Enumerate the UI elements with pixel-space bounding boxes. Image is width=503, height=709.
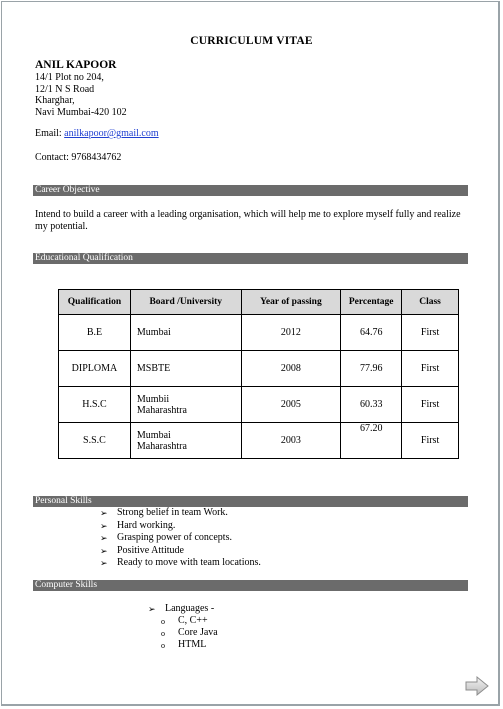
email-line <box>35 128 159 139</box>
year-cell: 2008 <box>241 351 341 387</box>
list-item <box>100 520 261 533</box>
computer-skills-list <box>148 603 214 615</box>
list-item <box>100 532 261 545</box>
table-row <box>59 387 459 423</box>
address-block <box>35 72 127 118</box>
board-cell <box>130 387 241 423</box>
board-line: Maharashtra <box>136 440 187 452</box>
class-cell: First <box>402 351 459 387</box>
year-cell: 2005 <box>241 387 341 423</box>
class-cell: First <box>402 387 459 423</box>
board-line: Mumbai <box>136 429 171 441</box>
section-header-education: Educational Qualification <box>33 253 468 264</box>
email-label: Email: <box>35 128 65 139</box>
arrow-bullet-icon: ➢ <box>100 545 108 556</box>
class-cell: First <box>402 423 459 459</box>
address-line: 14/1 Plot no 204, <box>35 72 104 83</box>
column-header: Percentage <box>341 290 402 315</box>
arrow-bullet-icon: ➢ <box>100 508 108 518</box>
percentage-cell: 77.96 <box>341 351 402 387</box>
board-line: Mumbii <box>136 393 170 405</box>
address-line: 12/1 N S Road <box>35 83 95 95</box>
section-header-personal-skills: Personal Skills <box>33 496 468 507</box>
list-item <box>148 603 214 615</box>
skill-text: Grasping power of concepts. <box>117 532 232 543</box>
column-header: Board /University <box>130 290 241 315</box>
skill-text: Ready to move with team locations. <box>117 557 261 568</box>
skill-text: Strong belief in team Work. <box>117 507 228 518</box>
address-line: Kharghar, <box>35 95 75 106</box>
list-item <box>100 557 261 570</box>
circle-bullet-icon: o <box>161 629 165 638</box>
qualification-cell: DIPLOMA <box>59 351 131 387</box>
arrow-bullet-icon: ➢ <box>100 558 108 568</box>
arrow-bullet-icon: ➢ <box>148 604 156 614</box>
skill-text: Hard working. <box>117 519 176 531</box>
board-cell: Mumbai <box>130 315 241 351</box>
arrow-bullet-icon: ➢ <box>100 533 108 543</box>
email-link[interactable]: anilkapoor@gmail.com <box>64 128 159 139</box>
board-cell: MSBTE <box>130 351 241 387</box>
list-item <box>161 627 218 639</box>
year-cell: 2012 <box>241 315 341 351</box>
language-text: HTML <box>178 639 207 650</box>
board-cell <box>130 423 241 459</box>
table-row <box>59 351 459 387</box>
section-header-computer-skills: Computer Skills <box>33 580 468 591</box>
language-text: Core Java <box>178 627 218 638</box>
column-header: Class <box>402 290 459 315</box>
class-cell: First <box>402 315 459 351</box>
column-header: Year of passing <box>241 290 341 315</box>
career-objective-text: Intend to build a career with a leading organisation, which will help me to explore myself fully and realize my potential. <box>35 209 461 232</box>
circle-bullet-icon: o <box>161 641 165 650</box>
table-header-row <box>59 290 459 315</box>
circle-bullet-icon: o <box>161 617 165 626</box>
language-text: C, C++ <box>178 615 208 626</box>
column-header: Qualification <box>59 290 131 315</box>
personal-skills-list <box>100 507 261 570</box>
list-item <box>100 507 261 520</box>
section-header-career-objective: Career Objective <box>33 185 468 196</box>
candidate-name: ANIL KAPOOR <box>35 59 117 71</box>
percentage-cell: 67.20 <box>341 423 402 459</box>
next-arrow-icon[interactable] <box>464 674 490 698</box>
table-row <box>59 423 459 459</box>
board-line: Maharashtra <box>136 404 187 416</box>
qualification-cell: S.S.C <box>59 423 131 459</box>
list-item <box>100 545 261 558</box>
list-item <box>161 639 218 651</box>
percentage-cell: 64.76 <box>341 315 402 351</box>
education-table <box>58 289 459 459</box>
year-cell: 2003 <box>241 423 341 459</box>
percentage-cell: 60.33 <box>341 387 402 423</box>
languages-list <box>148 615 218 651</box>
table-row <box>59 315 459 351</box>
contact-number: Contact: 9768434762 <box>35 152 122 163</box>
qualification-cell: B.E <box>59 315 131 351</box>
languages-heading: Languages - <box>165 603 215 614</box>
address-line: Navi Mumbai-420 102 <box>35 106 127 118</box>
skill-text: Positive Attitude <box>117 544 184 556</box>
arrow-bullet-icon: ➢ <box>100 520 108 531</box>
list-item <box>161 615 218 627</box>
document-title: CURRICULUM VITAE <box>190 35 313 47</box>
qualification-cell: H.S.C <box>59 387 131 423</box>
